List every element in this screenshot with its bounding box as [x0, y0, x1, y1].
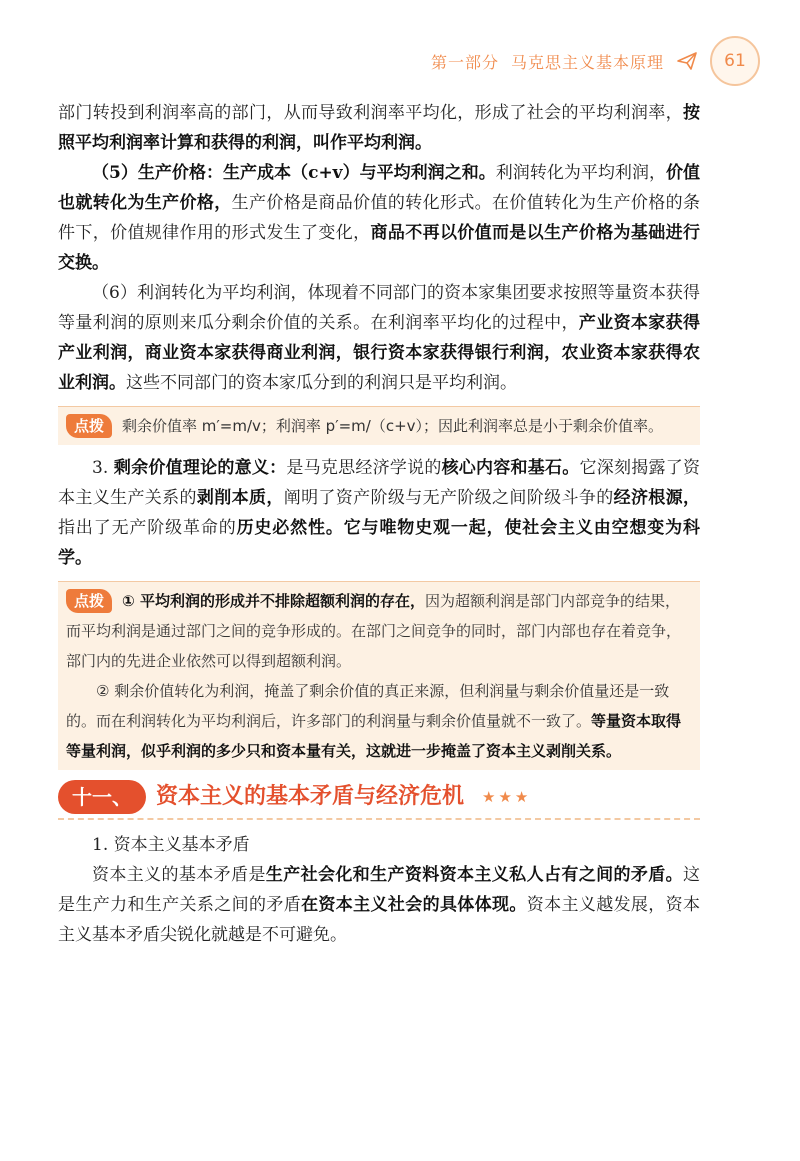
text-run: （6）利润转化为平均利润，体现着不同部门的资本家集团要求按照等量资本获得等量利润的原则来瓜分剩余价值的关系。在利润率平均化的过程中， [58, 283, 700, 333]
bold-text: 等量资本取得等量利润，似乎利润的多少只和资本量有关，这就进一步掩盖了资本主义剥削关系。 [66, 712, 682, 760]
tip-badge: 点拨 [66, 414, 112, 438]
main-content [58, 98, 700, 950]
text-run: 这些不同部门的资本家瓜分到的利润只是平均利润。 [126, 373, 517, 393]
paragraph [58, 860, 700, 950]
subheading [58, 830, 700, 860]
tip-text: ② 剩余价值转化为利润，掩盖了剩余价值的真正来源，但利润量与剩余价值量还是一致的。而在利润转化为平均利润后，许多部门的利润量与剩余价值量就不一致了。 [66, 682, 670, 730]
text-run: 阐明了资产阶级与无产阶级之间阶级斗争的 [283, 488, 614, 508]
bold-text: 剩余价值理论的意义： [113, 458, 287, 478]
bold-text: （5）生产价格：生产成本（c+v）与平均利润之和。 [92, 163, 496, 183]
header-title: 马克思主义基本原理 [510, 52, 664, 72]
bold-text: 价值也就转化为生产价格， [58, 163, 701, 213]
page-header [431, 36, 760, 86]
bold-text: 生产社会化和生产资料资本主义私人占有之间的矛盾。 [265, 865, 684, 885]
section-title: 资本主义的基本矛盾与经济危机 [156, 784, 465, 809]
text-run: 它深刻揭露了资本主义生产关系的 [58, 458, 701, 508]
header-part: 第一部分 [430, 52, 499, 72]
bold-text: 在资本主义社会的具体体现。 [301, 895, 527, 915]
bold-text: 商品不再以价值而是以生产价格为基础进行交换。 [58, 223, 700, 273]
section-number: 十一、 [58, 780, 146, 814]
subheading-text: 1. 资本主义基本矛盾 [92, 835, 250, 855]
bold-text: 产业资本家获得产业利润，商业资本家获得商业利润，银行资本家获得银行利润，农业资本家获得农业利润。 [58, 313, 701, 393]
bold-text: 剥削本质， [196, 488, 284, 508]
text-run: 部门转投到利润率高的部门，从而导致利润率平均化，形成了社会的平均利润率， [58, 103, 683, 123]
bold-text: 核心内容和基石。 [441, 458, 580, 478]
page-number-badge [710, 36, 760, 86]
bold-text: 它与唯物史观一起，使社会主义由空想变为科学。 [58, 518, 701, 568]
text-run: 3. [92, 458, 114, 478]
text-run: 生产价格是商品价值的转化形式。在价值转化为生产价格的条件下，价值规律作用的形式发生了变化， [58, 193, 701, 243]
text-run: 利润转化为平均利润， [495, 163, 666, 183]
section-heading [58, 780, 700, 820]
tip-paragraph [66, 676, 692, 766]
paragraph [58, 278, 700, 398]
paragraph [58, 453, 700, 573]
bold-text: 经济根源， [613, 488, 701, 508]
star-rating-icon: ★★★ [482, 788, 532, 806]
text-run: 资本主义越发展，资本主义基本矛盾尖锐化就越是不可避免。 [58, 895, 701, 945]
bold-text: 历史必然性。 [236, 518, 344, 538]
paragraph [58, 158, 700, 278]
text-run: 资本主义的基本矛盾是 [92, 865, 266, 885]
text-run: 是马克思经济学说的 [286, 458, 442, 478]
paper-plane-icon [676, 50, 698, 72]
tip-text: 剩余价值率 m′=m/v；利润率 p′=m/（c+v）；因此利润率总是小于剩余价值率。 [122, 417, 664, 435]
bold-text: ① 平均利润的形成并不排除超额利润的存在， [122, 592, 425, 610]
text-run: 这是生产力和生产关系之间的矛盾 [58, 865, 701, 915]
tip-badge: 点拨 [66, 589, 112, 613]
tip-text: 因为超额利润是部门内部竞争的结果，而平均利润是通过部门之间的竞争形成的。在部门之间竞争的同时，部门内部也存在着竞争，部门内的先进企业依然可以得到超额利润。 [66, 592, 682, 670]
bold-text: 按照平均利润率计算和获得的利润，叫作平均利润。 [58, 103, 700, 153]
page-number: 61 [724, 51, 746, 71]
tip-box [58, 406, 700, 445]
tip-box [58, 581, 700, 770]
paragraph [58, 98, 700, 158]
text-run: 指出了无产阶级革命的 [58, 518, 237, 538]
